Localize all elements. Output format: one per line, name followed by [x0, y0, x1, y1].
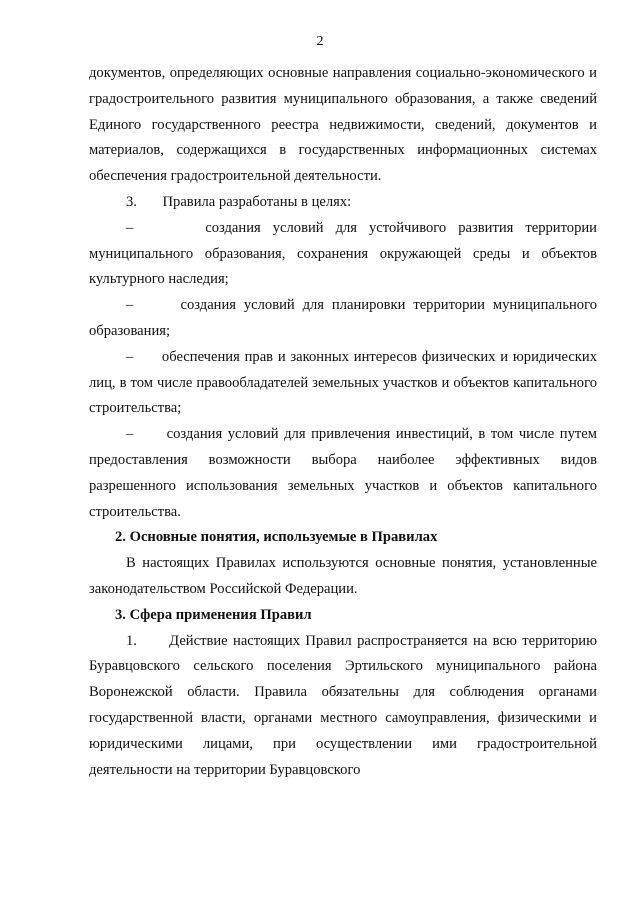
section-2-heading: 2. Основные понятия, используемые в Правилах: [115, 529, 438, 546]
document-body: [89, 61, 597, 783]
list-item-goal-2: – создания условий для планировки территории муниципального образования;: [89, 297, 597, 339]
page-number: 2: [316, 34, 324, 49]
paragraph-continuation: документов, определяющих основные направления социально-экономического и градостроительного развития муниципального образования, а также сведений Единого государственного реестра недвижимости, сведений, документов и материалов, содержащихся в государственных информационных системах обеспечения градостроительной деятельности.: [89, 65, 597, 185]
section-3-text: 1. Действие настоящих Правил распространяется на всю территорию Буравцовского сельского поселения Эртильского муниципального района Воронежской области. Правила обязательны для соблюдения органами государственной власти, органами местного самоуправления, физическими и юридическими лицами, при осуществлении ими градостроительной деятельности на территории Буравцовского: [89, 632, 597, 778]
list-item-goal-4: – создания условий для привлечения инвестиций, в том числе путем предоставления возможности выбора наиболее эффективных видов разрешенного использования земельных участков и объектов капитального строительства.: [89, 426, 597, 520]
section-2-text: В настоящих Правилах используются основные понятия, установленные законодательством Российской Федерации.: [89, 555, 597, 597]
list-item-goal-1: – создания условий для устойчивого развития территории муниципального образования, сохранения окружающей среды и объектов культурного наследия;: [89, 219, 597, 288]
section-3-heading: 3. Сфера применения Правил: [115, 606, 312, 623]
list-item-goal-3: – обеспечения прав и законных интересов физических и юридических лиц, в том числе правообладателей земельных участков и объектов капитального строительства;: [89, 348, 597, 417]
paragraph-item-3: 3. Правила разработаны в целях:: [126, 193, 352, 210]
